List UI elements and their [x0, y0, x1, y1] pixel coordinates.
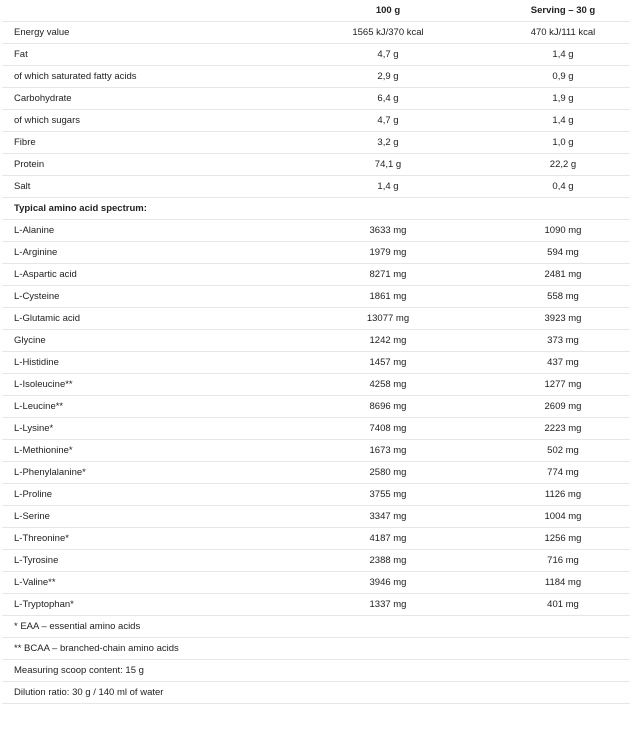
- amino-acid-row: [2, 440, 630, 462]
- row-value-serving: 1004 mg: [544, 511, 582, 522]
- amino-acid-row: [2, 220, 630, 242]
- row-value-100g: 1673 mg: [369, 445, 407, 456]
- row-value-100g: 2580 mg: [369, 467, 407, 478]
- nutrition-row: [2, 110, 630, 132]
- row-label: L-Methionine*: [14, 445, 73, 456]
- amino-acid-row: [2, 242, 630, 264]
- row-label: Carbohydrate: [14, 93, 72, 104]
- row-value-serving: 2223 mg: [544, 423, 582, 434]
- header-100g: 100 g: [375, 5, 401, 16]
- row-label: L-Arginine: [14, 247, 58, 258]
- note-text: Dilution ratio: 30 g / 140 ml of water: [14, 687, 164, 698]
- amino-section-row: [2, 198, 630, 220]
- row-label: L-Threonine*: [14, 533, 69, 544]
- row-label: L-Valine**: [14, 577, 56, 588]
- row-value-serving: 1090 mg: [544, 225, 582, 236]
- row-label: L-Lysine*: [14, 423, 54, 434]
- nutrition-row: [2, 22, 630, 44]
- amino-acid-row: [2, 418, 630, 440]
- row-label: L-Serine: [14, 511, 50, 522]
- row-label: Glycine: [14, 335, 46, 346]
- row-label: L-Tyrosine: [14, 555, 59, 566]
- row-value-serving: 502 mg: [547, 445, 579, 456]
- row-value-100g: 4187 mg: [369, 533, 407, 544]
- row-value-100g: 4,7 g: [377, 49, 399, 60]
- row-value-100g: 1861 mg: [369, 291, 407, 302]
- nutrition-row: [2, 154, 630, 176]
- row-value-serving: 2481 mg: [544, 269, 582, 280]
- row-value-100g: 3755 mg: [369, 489, 407, 500]
- row-value-100g: 1457 mg: [369, 357, 407, 368]
- row-label: Fibre: [14, 137, 36, 148]
- row-value-100g: 3946 mg: [369, 577, 407, 588]
- amino-acid-row: [2, 374, 630, 396]
- amino-acid-row: [2, 528, 630, 550]
- row-label: L-Tryptophan*: [14, 599, 74, 610]
- note-row: [2, 638, 630, 660]
- note-text: ** BCAA – branched-chain amino acids: [14, 643, 179, 654]
- row-value-100g: 6,4 g: [377, 93, 399, 104]
- row-value-100g: 2,9 g: [377, 71, 399, 82]
- row-value-serving: 594 mg: [547, 247, 579, 258]
- row-value-serving: 437 mg: [547, 357, 579, 368]
- row-value-serving: 0,9 g: [552, 71, 574, 82]
- row-value-100g: 3347 mg: [369, 511, 407, 522]
- row-label: of which sugars: [14, 115, 81, 126]
- row-value-serving: 0,4 g: [552, 181, 574, 192]
- row-value-100g: 2388 mg: [369, 555, 407, 566]
- row-label: L-Aspartic acid: [14, 269, 77, 280]
- note-row: [2, 660, 630, 682]
- row-label: L-Phenylalanine*: [14, 467, 86, 478]
- amino-acid-row: [2, 308, 630, 330]
- amino-acid-row: [2, 330, 630, 352]
- row-value-serving: 3923 mg: [544, 313, 582, 324]
- amino-section-title: Typical amino acid spectrum:: [14, 203, 147, 214]
- row-value-serving: 373 mg: [547, 335, 579, 346]
- table-header-row: [2, 0, 630, 22]
- row-value-100g: 1565 kJ/370 kcal: [352, 27, 424, 38]
- row-value-100g: 1979 mg: [369, 247, 407, 258]
- row-label: L-Leucine**: [14, 401, 64, 412]
- amino-acid-row: [2, 286, 630, 308]
- row-label: L-Isoleucine**: [14, 379, 73, 390]
- note-text: Measuring scoop content: 15 g: [14, 665, 144, 676]
- row-value-serving: 716 mg: [547, 555, 579, 566]
- nutrition-row: [2, 88, 630, 110]
- row-value-100g: 13077 mg: [366, 313, 410, 324]
- amino-acid-row: [2, 550, 630, 572]
- amino-acid-row: [2, 506, 630, 528]
- row-value-serving: 1184 mg: [544, 577, 582, 588]
- row-label: L-Glutamic acid: [14, 313, 80, 324]
- row-value-100g: 3633 mg: [369, 225, 407, 236]
- row-label: Salt: [14, 181, 31, 192]
- row-value-100g: 8696 mg: [369, 401, 407, 412]
- row-value-serving: 1277 mg: [544, 379, 582, 390]
- nutrition-row: [2, 44, 630, 66]
- row-value-serving: 1126 mg: [544, 489, 582, 500]
- row-value-100g: 3,2 g: [377, 137, 399, 148]
- row-label: L-Cysteine: [14, 291, 60, 302]
- amino-acid-row: [2, 572, 630, 594]
- amino-acid-row: [2, 264, 630, 286]
- row-label: L-Proline: [14, 489, 53, 500]
- row-label: of which saturated fatty acids: [14, 71, 137, 82]
- row-value-serving: 1,0 g: [552, 137, 574, 148]
- row-value-100g: 74,1 g: [374, 159, 402, 170]
- row-label: Protein: [14, 159, 45, 170]
- row-label: Fat: [14, 49, 28, 60]
- note-row: [2, 616, 630, 638]
- amino-acid-row: [2, 396, 630, 418]
- row-label: Energy value: [14, 27, 70, 38]
- amino-acid-row: [2, 594, 630, 616]
- row-value-serving: 22,2 g: [549, 159, 577, 170]
- row-value-serving: 558 mg: [547, 291, 579, 302]
- note-rows: [2, 616, 630, 704]
- row-value-serving: 1256 mg: [544, 533, 582, 544]
- row-value-100g: 7408 mg: [369, 423, 407, 434]
- row-value-serving: 2609 mg: [544, 401, 582, 412]
- row-value-100g: 1,4 g: [377, 181, 399, 192]
- row-value-serving: 774 mg: [547, 467, 579, 478]
- header-serving: Serving – 30 g: [530, 5, 596, 16]
- note-text: * EAA – essential amino acids: [14, 621, 141, 632]
- row-value-serving: 1,9 g: [552, 93, 574, 104]
- nutrition-row: [2, 66, 630, 88]
- note-row: [2, 682, 630, 704]
- row-value-100g: 4258 mg: [369, 379, 407, 390]
- row-value-100g: 8271 mg: [369, 269, 407, 280]
- row-label: L-Alanine: [14, 225, 55, 236]
- row-label: L-Histidine: [14, 357, 59, 368]
- amino-acid-row: [2, 352, 630, 374]
- amino-rows: [2, 220, 630, 616]
- row-value-serving: 401 mg: [547, 599, 579, 610]
- row-value-serving: 470 kJ/111 kcal: [530, 27, 596, 38]
- row-value-serving: 1,4 g: [552, 49, 574, 60]
- row-value-100g: 4,7 g: [377, 115, 399, 126]
- row-value-100g: 1337 mg: [369, 599, 407, 610]
- row-value-serving: 1,4 g: [552, 115, 574, 126]
- amino-acid-row: [2, 484, 630, 506]
- amino-acid-row: [2, 462, 630, 484]
- nutrition-row: [2, 132, 630, 154]
- row-value-100g: 1242 mg: [369, 335, 407, 346]
- nutrition-rows: [2, 22, 630, 198]
- nutrition-row: [2, 176, 630, 198]
- nutrition-table: [2, 0, 630, 704]
